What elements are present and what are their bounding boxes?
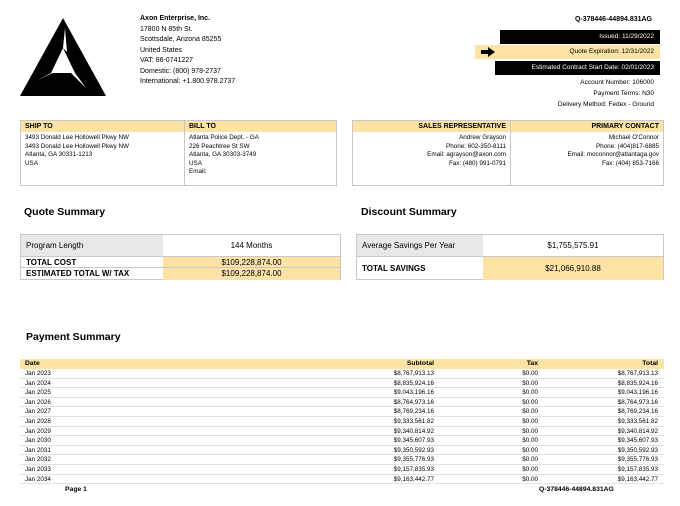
ship-to-line: Atlanta, GA 30331-1213: [25, 151, 93, 159]
cell-subtotal: $9,043,196.16: [393, 389, 434, 397]
cell-date: Jan 2027: [25, 408, 51, 416]
avg-savings-row: [357, 235, 663, 257]
cell-subtotal: $9,350,592.93: [393, 446, 434, 454]
estimated-total-label: ESTIMATED TOTAL W/ TAX: [26, 269, 130, 278]
primary-contact-header: PRIMARY CONTACT: [511, 121, 663, 132]
cell-date: Jan 2024: [25, 379, 51, 387]
cell-tax: $0.00: [522, 389, 538, 397]
cell-tax: $0.00: [522, 379, 538, 387]
total-savings-value: $21,066,910.88: [483, 257, 663, 280]
sales-rep-line: Andrew Grayson: [459, 134, 506, 141]
table-row: [20, 369, 664, 379]
primary-contact-line: Michael O'Connor: [608, 134, 659, 141]
avg-savings-value: $1,755,575.91: [547, 241, 599, 250]
page-number: Page 1: [65, 486, 87, 493]
cell-subtotal: $8,767,913.13: [393, 370, 434, 377]
cell-total: $8,769,234.16: [617, 408, 658, 416]
cell-tax: $0.00: [522, 408, 538, 416]
sales-rep-line: Email: agrayson@axon.com: [427, 151, 506, 159]
delivery-method: Delivery Method: Fedex - Ground: [557, 101, 654, 108]
cell-total: $9,345,607.93: [617, 437, 658, 445]
avg-savings-label: Average Savings Per Year: [357, 235, 483, 256]
cell-date: Jan 2026: [25, 398, 51, 406]
table-row: [20, 446, 664, 456]
cell-tax: $0.00: [522, 475, 538, 483]
table-row: [20, 407, 664, 417]
cell-total: $9,355,776.93: [617, 456, 658, 464]
estimated-total-value: $109,228,874.00: [163, 268, 340, 280]
sales-representative: [353, 121, 510, 185]
ship-bill-box: [20, 120, 337, 186]
cell-date: Jan 2032: [25, 456, 51, 464]
footer-quote-number: Q-378446-44894.831AG: [539, 486, 614, 493]
table-row: [20, 417, 664, 427]
col-header-subtotal: Subtotal: [406, 360, 434, 367]
cell-subtotal: $9,163,442.77: [393, 475, 434, 483]
company-line: United States: [140, 46, 183, 54]
table-row: [20, 427, 664, 437]
col-header-date: Date: [25, 360, 40, 367]
col-header-total: Total: [642, 360, 658, 367]
cell-date: Jan 2029: [25, 427, 51, 435]
table-row: [20, 388, 664, 398]
quote-number: Q-378446-44894.831AG: [574, 16, 652, 23]
cell-tax: $0.00: [522, 466, 538, 473]
cell-subtotal: $8,769,234.16: [393, 408, 434, 416]
company-address: [140, 14, 235, 88]
axon-logo: [20, 18, 106, 96]
primary-contact: [510, 121, 663, 185]
cell-tax: $0.00: [522, 418, 538, 425]
bill-to-line: Atlanta Police Dept. - GA: [189, 134, 259, 141]
arrow-right-icon: [481, 47, 495, 57]
cell-subtotal: $9,157,835.93: [393, 466, 434, 473]
quote-expiration: Quote Expiration: 12/31/2022: [500, 45, 660, 59]
discount-summary-title: Discount Summary: [361, 206, 457, 218]
bill-to-header: BILL TO: [185, 121, 336, 132]
cell-date: Jan 2034: [25, 475, 51, 483]
table-row: [20, 379, 664, 389]
company-line: Domestic: (800) 978-2737: [140, 67, 221, 75]
sales-rep-line: Phone: 602-350-8111: [446, 142, 506, 150]
ship-to-line: 3493 Donald Lee Hollowell Pkwy NW: [25, 142, 129, 150]
cell-date: Jan 2028: [25, 418, 51, 425]
cell-date: Jan 2025: [25, 389, 51, 397]
cell-tax: $0.00: [522, 427, 538, 435]
cell-total: $8,764,973.16: [617, 398, 658, 406]
primary-contact-line: Email: moconnor@atlantaga.gov: [567, 151, 659, 159]
cell-subtotal: $9,340,814.92: [393, 427, 434, 435]
cell-total: $8,767,913.13: [617, 370, 658, 377]
ship-to-line: 3493 Donald Lee Hollowell Pkwy NW: [25, 134, 129, 141]
bill-to-line: USA: [189, 159, 202, 167]
estimated-total-row: [21, 268, 340, 280]
cell-subtotal: $9,355,776.93: [393, 456, 434, 464]
discount-summary-table: [356, 234, 664, 280]
account-number: Account Number: 106000: [580, 79, 654, 86]
bill-to-line: Email:: [189, 168, 207, 176]
contract-start-date: Estimated Contract Start Date: 02/01/2023: [495, 61, 660, 75]
table-row: [20, 465, 664, 475]
total-cost-label: TOTAL COST: [26, 258, 77, 267]
cell-subtotal: $8,764,973.16: [393, 398, 434, 406]
payment-terms: Payment Terms: N30: [593, 90, 654, 97]
cell-date: Jan 2031: [25, 446, 51, 454]
company-line: 17800 N 85th St.: [140, 25, 193, 33]
arrow-marker: [475, 45, 501, 59]
company-line: International: +1.800.978.2737: [140, 78, 236, 85]
total-savings-label: TOTAL SAVINGS: [362, 264, 426, 273]
sales-rep-line: Fax: (480) 991-0791: [448, 159, 506, 167]
cell-total: $9,163,442.77: [617, 475, 658, 483]
company-line: Scottsdale, Arizona 85255: [140, 36, 222, 43]
cell-total: $9,043,196.16: [617, 389, 658, 397]
cell-total: $9,340,814.92: [617, 427, 658, 435]
ship-to-header: SHIP TO: [21, 121, 184, 132]
account-info: [558, 77, 654, 110]
bill-to-line: 226 Peachtree St SW: [189, 142, 250, 150]
cell-tax: $0.00: [522, 398, 538, 406]
ship-to-line: USA: [25, 159, 38, 167]
cell-subtotal: $9,333,561.82: [393, 418, 434, 425]
col-header-tax: Tax: [526, 360, 538, 367]
company-name: Axon Enterprise, Inc.: [140, 15, 211, 22]
cell-total: $8,835,924.16: [617, 379, 658, 387]
cell-tax: $0.00: [522, 456, 538, 464]
sales-rep-header: SALES REPRESENTATIVE: [353, 121, 510, 132]
cell-tax: $0.00: [522, 437, 538, 445]
contacts-box: [352, 120, 664, 186]
table-row: [20, 436, 664, 446]
cell-subtotal: $9,345,607.93: [393, 437, 434, 445]
program-length-label: Program Length: [21, 235, 163, 256]
cell-total: $9,350,592.93: [617, 446, 658, 454]
issued-date: Issued: 11/29/2022: [500, 30, 660, 44]
payment-summary-title: Payment Summary: [26, 331, 121, 343]
cell-total: $9,157,835.93: [617, 466, 658, 473]
cell-date: Jan 2033: [25, 466, 51, 473]
program-length-row: [21, 235, 340, 257]
table-row: [20, 398, 664, 408]
primary-contact-line: Phone: (404)817-6885: [595, 142, 659, 150]
cell-tax: $0.00: [522, 370, 538, 377]
quote-summary-title: Quote Summary: [24, 206, 106, 218]
program-length-value: 144 Months: [230, 241, 273, 250]
bill-to-line: Atlanta, GA 30303-3749: [189, 151, 257, 159]
primary-contact-line: Fax: (404) 853-7166: [601, 159, 659, 167]
table-row: [20, 455, 664, 465]
total-cost-row: [21, 257, 340, 268]
total-savings-row: [357, 257, 663, 280]
quote-summary-table: [20, 234, 341, 280]
bill-to: [184, 121, 336, 185]
total-cost-value: $109,228,874.00: [163, 257, 340, 267]
cell-date: Jan 2023: [25, 370, 51, 377]
cell-subtotal: $8,835,924.16: [393, 379, 434, 387]
payment-table-header: [20, 359, 664, 369]
cell-date: Jan 2030: [25, 437, 51, 445]
cell-tax: $0.00: [522, 446, 538, 454]
table-row: [20, 475, 664, 485]
cell-total: $9,333,561.82: [617, 418, 658, 425]
ship-to: [21, 121, 184, 185]
company-line: VAT: 86-0741227: [140, 57, 194, 64]
